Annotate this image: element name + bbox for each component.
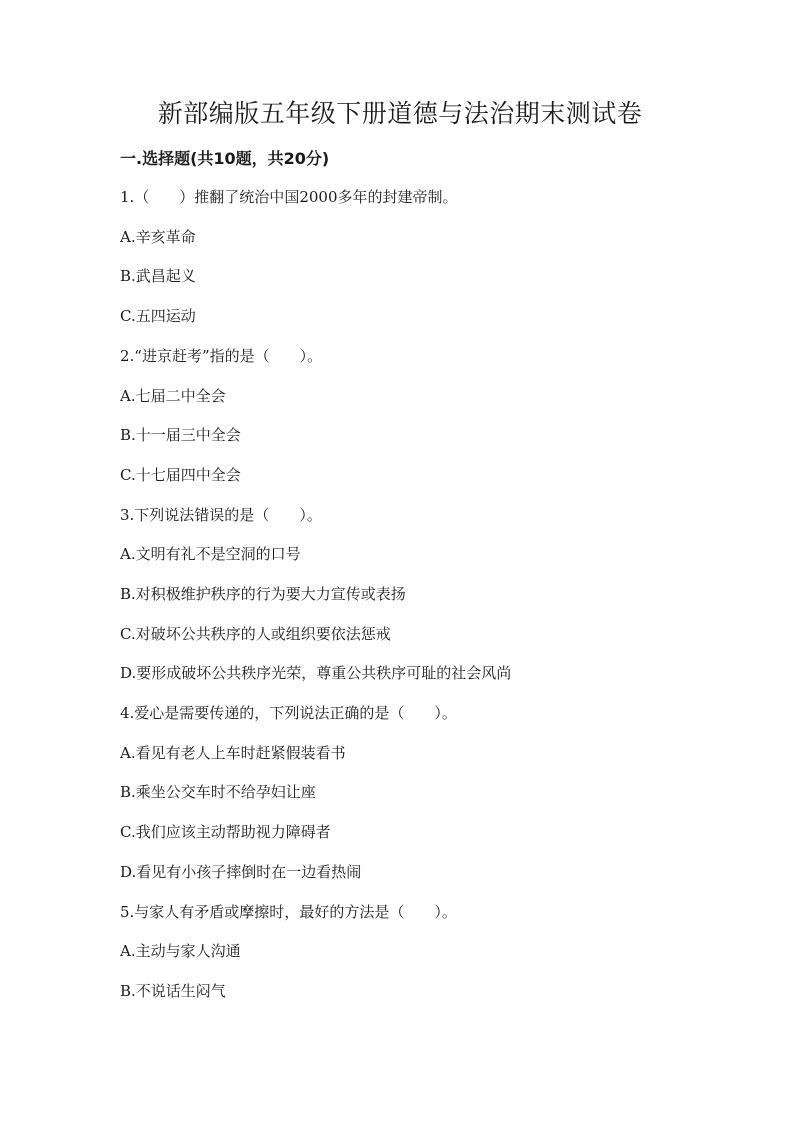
question-5-option-a: A.主动与家人沟通 <box>120 942 241 960</box>
question-3-option-d: D.要形成破坏公共秩序光荣，尊重公共秩序可耻的社会风尚 <box>120 664 512 682</box>
question-2-option-b: B.十一届三中全会 <box>120 426 241 444</box>
question-3-option-a: A.文明有礼不是空洞的口号 <box>120 545 301 563</box>
exam-title: 新部编版五年级下册道德与法治期末测试卷 <box>157 99 643 128</box>
question-4-option-b: B.乘坐公交车时不给孕妇让座 <box>120 783 316 801</box>
question-3-option-c: C.对破坏公共秩序的人或组织要依法惩戒 <box>120 625 391 643</box>
question-3-stem: 3.下列说法错误的是（ ）。 <box>120 506 322 524</box>
question-2-stem: 2.“进京赶考”指的是（ ）。 <box>120 347 323 365</box>
question-1-stem: 1.（ ）推翻了统治中国2000多年的封建帝制。 <box>120 188 458 206</box>
section-heading-multiple-choice: 一.选择题(共10题，共20分) <box>120 149 330 168</box>
question-2-option-c: C.十七届四中全会 <box>120 466 241 484</box>
question-1-option-c: C.五四运动 <box>120 307 196 325</box>
question-4-option-a: A.看见有老人上车时赶紧假装看书 <box>120 744 346 762</box>
question-1-option-a: A.辛亥革命 <box>120 228 196 246</box>
question-5-stem: 5.与家人有矛盾或摩擦时，最好的方法是（ ）。 <box>120 903 457 921</box>
question-4-stem: 4.爱心是需要传递的，下列说法正确的是（ ）。 <box>120 704 457 722</box>
question-5-option-b: B.不说话生闷气 <box>120 982 226 1000</box>
question-2-option-a: A.七届二中全会 <box>120 387 226 405</box>
question-4-option-c: C.我们应该主动帮助视力障碍者 <box>120 823 331 841</box>
question-3-option-b: B.对积极维护秩序的行为要大力宣传或表扬 <box>120 585 406 603</box>
question-4-option-d: D.看见有小孩子摔倒时在一边看热闹 <box>120 863 362 881</box>
question-1-option-b: B.武昌起义 <box>120 267 196 285</box>
